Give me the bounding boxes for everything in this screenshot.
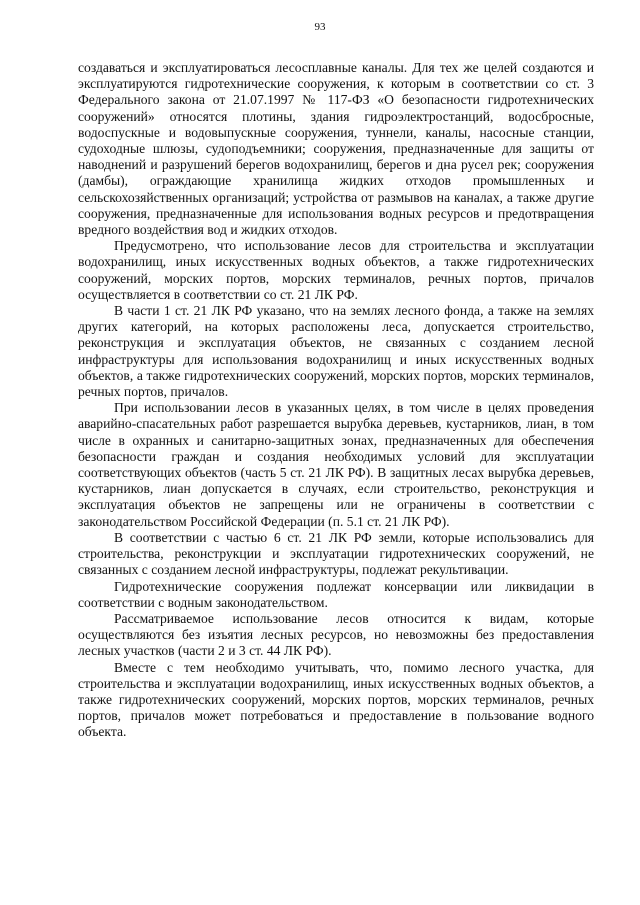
paragraph: Предусмотрено, что использование лесов для строительства и эксплуатации водохранилищ, иных искусственных водных объектов, а также гидротехнических сооружений, морских портов, морских терминалов, речных портов, причалов осуществляется в соответствии со ст. 21 ЛК РФ. <box>78 238 594 302</box>
page-number: 93 <box>314 21 326 33</box>
paragraph: При использовании лесов в указанных целях, в том числе в целях проведения аварийно-спасательных работ разрешается вырубка деревьев, кустарников, лиан, в том числе в охранных и санитарно-защитных зонах, предназначенных для обеспечения безопасности граждан и создания необходимых условий для эксплуатации соответствующих объектов (часть 5 ст. 21 ЛК РФ). В защитных лесах вырубка деревьев, кустарников, лиан допускается в случаях, если строительство, реконструкция и эксплуатация объектов не запрещены или не ограничены в соответствии с законодательством Российской Федерации (п. 5.1 ст. 21 ЛК РФ). <box>78 400 594 529</box>
paragraph: Рассматриваемое использование лесов относится к видам, которые осуществляются без изъятия лесных ресурсов, но невозможны без предоставления лесных участков (части 2 и 3 ст. 44 ЛК РФ). <box>78 610 594 659</box>
paragraph: Гидротехнические сооружения подлежат консервации или ликвидации в соответствии с водным законодательством. <box>78 578 594 610</box>
paragraph: Вместе с тем необходимо учитывать, что, помимо лесного участка, для строительства и эксплуатации водохранилищ, иных искусственных водных объектов, а также гидротехнических сооружений, морских портов, морских терминалов, речных портов, причалов может потребоваться и предоставление в пользование водного объекта. <box>78 659 594 740</box>
paragraph: В части 1 ст. 21 ЛК РФ указано, что на землях лесного фонда, а также на землях других категорий, на которых расположены леса, допускается строительство, реконструкция и эксплуатация объектов, не связанных с созданием лесной инфраструктуры для использования водохранилищ и иных искусственных водных объектов, а также гидротехнических сооружений, морских портов, морских терминалов, речных портов, причалов. <box>78 303 594 400</box>
page-body <box>78 60 594 741</box>
paragraph: В соответствии с частью 6 ст. 21 ЛК РФ земли, которые использовались для строительства, реконструкции и эксплуатации гидротехнических сооружений, не связанных с созданием лесной инфраструктуры, подлежат рекультивации. <box>78 529 594 578</box>
paragraph-continuation: создаваться и эксплуатироваться лесосплавные каналы. Для тех же целей создаются и эксплуатируются гидротехнические сооружения, к которым в соответствии со ст. 3 Федерального закона от 21.07.1997 № 117-ФЗ «О безопасности гидротехнических сооружений» относятся плотины, здания гидроэлектростанций, водосбросные, водоспускные и водовыпускные сооружения, туннели, каналы, насосные станции, судоходные шлюзы, судоподъемники; сооружения, предназначенные для защиты от наводнений и разрушений берегов водохранилищ, берегов и дна русел рек; сооружения (дамбы), ограждающие хранилища жидких отходов промышленных и сельскохозяйственных организаций; устройства от размывов на каналах, а также другие сооружения, предназначенные для использования водных ресурсов и предотвращения вредного воздействия вод и жидких отходов. <box>78 60 594 238</box>
